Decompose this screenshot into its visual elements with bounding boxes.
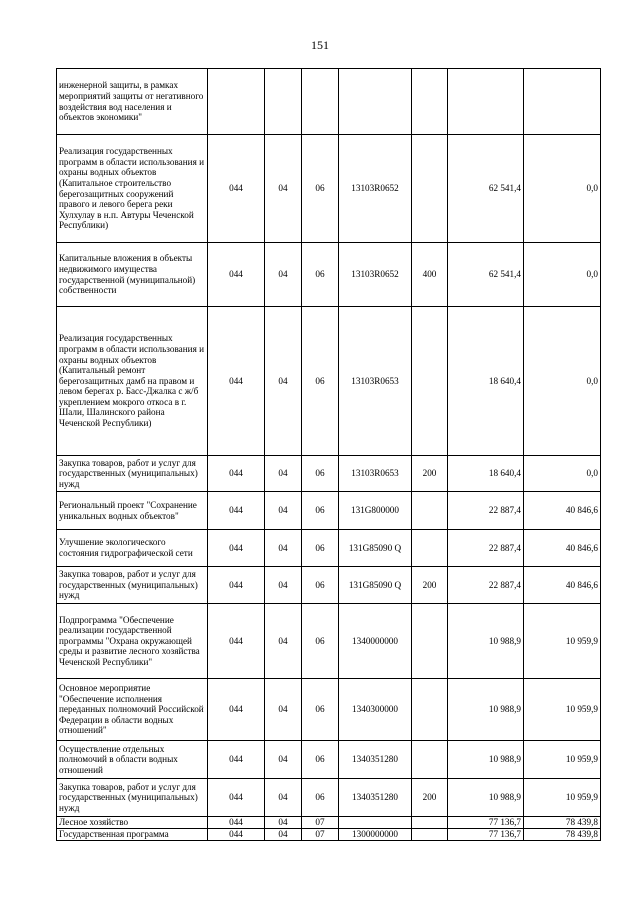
ministry-code-cell: 044 [208, 679, 265, 741]
amount-year2-cell: 10 959,9 [524, 679, 601, 741]
table-row [57, 829, 601, 841]
target-article-cell: 13103R0652 [339, 135, 412, 243]
amount-year2-cell: 0,0 [524, 456, 601, 492]
row-name-cell: инженерной защиты, в рамках мероприятий защиты от негативного воздействия вод населения и объектов экономики" [57, 69, 208, 135]
amount-year2-cell: 40 846,6 [524, 567, 601, 604]
expense-type-cell [412, 817, 448, 829]
target-article-cell: 131G85090 Q [339, 567, 412, 604]
amount-year2-cell: 0,0 [524, 307, 601, 456]
page-number: 151 [311, 38, 329, 52]
amount-year2-cell: 10 959,9 [524, 741, 601, 779]
section-code-cell: 04 [265, 307, 302, 456]
expense-type-cell [412, 679, 448, 741]
row-name-cell: Лесное хозяйство [57, 817, 208, 829]
row-name-cell: Реализация государственных программ в области использования и охраны водных объектов (Капитальное строительство берегозащитных сооружений правого и левого берега реки Хулхулау в н.п. Автуры Чеченской Республики) [57, 135, 208, 243]
row-name-cell: Осуществление отдельных полномочий в области водных отношений [57, 741, 208, 779]
subsection-code-cell: 06 [302, 307, 339, 456]
expense-type-cell: 400 [412, 243, 448, 307]
amount-year2-cell: 0,0 [524, 135, 601, 243]
amount-year2-cell: 0,0 [524, 243, 601, 307]
ministry-code-cell: 044 [208, 530, 265, 567]
section-code-cell: 04 [265, 530, 302, 567]
row-name-cell: Закупка товаров, работ и услуг для государственных (муниципальных) нужд [57, 779, 208, 817]
amount-year1-cell: 77 136,7 [448, 829, 524, 841]
target-article-cell [339, 69, 412, 135]
amount-year2-cell: 78 439,8 [524, 817, 601, 829]
subsection-code-cell: 06 [302, 456, 339, 492]
target-article-cell: 1300000000 [339, 829, 412, 841]
table-row [57, 567, 601, 604]
expense-type-cell [412, 307, 448, 456]
ministry-code-cell: 044 [208, 567, 265, 604]
target-article-cell: 1340351280 [339, 741, 412, 779]
table-row [57, 492, 601, 530]
expense-type-cell [412, 530, 448, 567]
subsection-code-cell [302, 69, 339, 135]
section-code-cell: 04 [265, 456, 302, 492]
amount-year1-cell: 10 988,9 [448, 741, 524, 779]
row-name-cell: Реализация государственных программ в области использования и охраны водных объектов (Капитальный ремонт берегозащитных дамб на правом и левом берегах р. Басс-Джалка с ж/б укреплением мокрого откоса в г. Шали, Шалинского района Чеченской Республики) [57, 307, 208, 456]
table-row [57, 530, 601, 567]
target-article-cell: 131G800000 [339, 492, 412, 530]
row-name-cell: Региональный проект "Сохранение уникальных водных объектов" [57, 492, 208, 530]
ministry-code-cell: 044 [208, 243, 265, 307]
expense-type-cell: 200 [412, 456, 448, 492]
ministry-code-cell: 044 [208, 492, 265, 530]
expense-type-cell: 200 [412, 567, 448, 604]
ministry-code-cell: 044 [208, 741, 265, 779]
amount-year1-cell: 22 887,4 [448, 567, 524, 604]
section-code-cell: 04 [265, 492, 302, 530]
amount-year2-cell: 10 959,9 [524, 604, 601, 679]
ministry-code-cell: 044 [208, 456, 265, 492]
ministry-code-cell: 044 [208, 829, 265, 841]
ministry-code-cell: 044 [208, 135, 265, 243]
amount-year1-cell: 77 136,7 [448, 817, 524, 829]
table-row [57, 243, 601, 307]
table-row [57, 135, 601, 243]
expense-type-cell [412, 741, 448, 779]
ministry-code-cell: 044 [208, 817, 265, 829]
table-row [57, 307, 601, 456]
amount-year1-cell: 22 887,4 [448, 492, 524, 530]
subsection-code-cell: 06 [302, 135, 339, 243]
subsection-code-cell: 06 [302, 530, 339, 567]
amount-year2-cell: 10 959,9 [524, 779, 601, 817]
section-code-cell: 04 [265, 604, 302, 679]
ministry-code-cell: 044 [208, 779, 265, 817]
table-row [57, 817, 601, 829]
row-name-cell: Государственная программа [57, 829, 208, 841]
expense-type-cell: 200 [412, 779, 448, 817]
table-row [57, 604, 601, 679]
amount-year1-cell: 10 988,9 [448, 604, 524, 679]
ministry-code-cell: 044 [208, 307, 265, 456]
amount-year2-cell: 40 846,6 [524, 530, 601, 567]
table-row [57, 456, 601, 492]
table-row [57, 69, 601, 135]
amount-year2-cell [524, 69, 601, 135]
budget-table [56, 68, 601, 841]
expense-type-cell [412, 69, 448, 135]
row-name-cell: Подпрограмма "Обеспечение реализации государственной программы "Охрана окружающей среды и развитие лесного хозяйства Чеченской Республики" [57, 604, 208, 679]
table-row [57, 779, 601, 817]
amount-year2-cell: 40 846,6 [524, 492, 601, 530]
target-article-cell: 13103R0652 [339, 243, 412, 307]
amount-year1-cell: 10 988,9 [448, 779, 524, 817]
target-article-cell [339, 817, 412, 829]
target-article-cell: 1340300000 [339, 679, 412, 741]
section-code-cell: 04 [265, 135, 302, 243]
section-code-cell [265, 69, 302, 135]
expense-type-cell [412, 135, 448, 243]
section-code-cell: 04 [265, 817, 302, 829]
ministry-code-cell [208, 69, 265, 135]
subsection-code-cell: 07 [302, 829, 339, 841]
target-article-cell: 13103R0653 [339, 456, 412, 492]
amount-year1-cell: 10 988,9 [448, 679, 524, 741]
amount-year1-cell [448, 69, 524, 135]
subsection-code-cell: 06 [302, 567, 339, 604]
section-code-cell: 04 [265, 741, 302, 779]
target-article-cell: 131G85090 Q [339, 530, 412, 567]
subsection-code-cell: 07 [302, 817, 339, 829]
amount-year1-cell: 62 541,4 [448, 135, 524, 243]
amount-year1-cell: 62 541,4 [448, 243, 524, 307]
row-name-cell: Закупка товаров, работ и услуг для государственных (муниципальных) нужд [57, 567, 208, 604]
section-code-cell: 04 [265, 829, 302, 841]
section-code-cell: 04 [265, 779, 302, 817]
subsection-code-cell: 06 [302, 741, 339, 779]
subsection-code-cell: 06 [302, 779, 339, 817]
amount-year2-cell: 78 439,8 [524, 829, 601, 841]
amount-year1-cell: 18 640,4 [448, 456, 524, 492]
table-row [57, 741, 601, 779]
target-article-cell: 13103R0653 [339, 307, 412, 456]
table-row [57, 679, 601, 741]
expense-type-cell [412, 604, 448, 679]
subsection-code-cell: 06 [302, 492, 339, 530]
row-name-cell: Улучшение экологического состояния гидрографической сети [57, 530, 208, 567]
target-article-cell: 1340351280 [339, 779, 412, 817]
amount-year1-cell: 22 887,4 [448, 530, 524, 567]
target-article-cell: 1340000000 [339, 604, 412, 679]
expense-type-cell [412, 492, 448, 530]
row-name-cell: Закупка товаров, работ и услуг для государственных (муниципальных) нужд [57, 456, 208, 492]
subsection-code-cell: 06 [302, 604, 339, 679]
section-code-cell: 04 [265, 679, 302, 741]
expense-type-cell [412, 829, 448, 841]
amount-year1-cell: 18 640,4 [448, 307, 524, 456]
subsection-code-cell: 06 [302, 243, 339, 307]
row-name-cell: Капитальные вложения в объекты недвижимого имущества государственной (муниципальной) собственности [57, 243, 208, 307]
ministry-code-cell: 044 [208, 604, 265, 679]
row-name-cell: Основное мероприятие "Обеспечение исполнения переданных полномочий Российской Федерации в области водных отношений" [57, 679, 208, 741]
budget-table-body [57, 69, 601, 841]
subsection-code-cell: 06 [302, 679, 339, 741]
section-code-cell: 04 [265, 243, 302, 307]
section-code-cell: 04 [265, 567, 302, 604]
